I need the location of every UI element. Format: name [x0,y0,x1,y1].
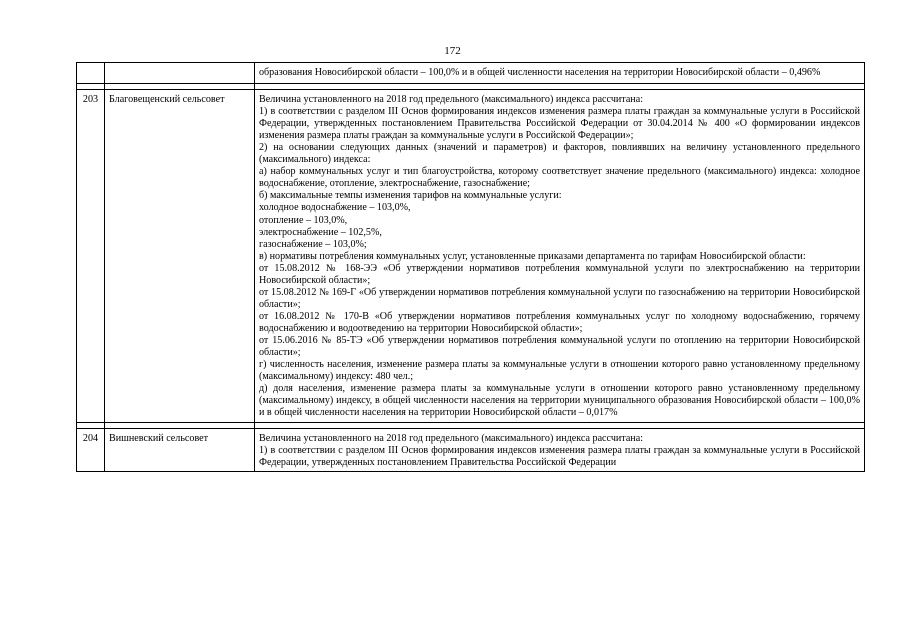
paragraph: 1) в соответствии с разделом III Основ формирования индексов изменения размера платы граждан за коммунальные услуги в Российской Федерации, утвержденных постановлением Правительства Российской Федерации [259,445,860,469]
paragraph: 2) на основании следующих данных (значений и параметров) и факторов, повлиявших на величину установленного предельного (максимального) индекса: [259,142,860,166]
municipality-name [105,63,255,84]
paragraph: электроснабжение – 102,5%, [259,226,382,238]
row-number: 204 [77,429,105,472]
index-description [255,63,865,84]
index-description [255,90,865,423]
table-row [77,90,865,423]
paragraph: б) максимальные темпы изменения тарифов на коммунальные услуги: [259,190,562,202]
row-number [77,63,105,84]
paragraph: холодное водоснабжение – 103,0%, [259,202,411,214]
row-number: 203 [77,90,105,423]
page-number: 172 [444,45,461,57]
table-row [77,429,865,472]
paragraph: от 15.08.2012 № 168-ЭЭ «Об утверждении нормативов потребления коммунальной услуги по электроснабжению на территории Новосибирской области»; [259,262,860,286]
paragraph: д) доля населения, изменение размера платы за коммунальные услуги в отношении которого равно установленному предельному (максимальному) индексу, в общей численности населения на территории муниципального образования Новосибирской области – 100,0% и в общей численности населения на территории Новосибирской области – 0,017% [259,383,860,419]
paragraph: Величина установленного на 2018 год предельного (максимального) индекса рассчитана: [259,433,643,445]
paragraph: газоснабжение – 103,0%; [259,238,367,250]
paragraph: от 15.06.2016 № 85-ТЭ «Об утверждении нормативов потребления коммунальной услуги по отоплению на территории Новосибирской области»; [259,334,860,359]
municipality-name: Вишневский сельсовет [105,429,255,472]
table-row [77,63,865,84]
paragraph: в) нормативы потребления коммунальных услуг, установленные приказами департамента по тарифам Новосибирской области: [259,250,806,262]
municipality-index-table [76,62,865,472]
paragraph: Величина установленного на 2018 год предельного (максимального) индекса рассчитана: [259,94,643,106]
municipality-name: Благовещенский сельсовет [105,90,255,423]
paragraph: а) набор коммунальных услуг и тип благоустройства, которому соответствует значение предельного (максимального) индекса: холодное водоснабжение, отопление, электроснабжение, газоснабжение; [259,166,860,190]
paragraph: отопление – 103,0%, [259,214,348,226]
paragraph: от 16.08.2012 № 170-В «Об утверждении нормативов потребления коммунальных услуг по холодному водоснабжению, горячему водоснабжению и водоотведению на территории Новосибирской области»; [259,310,860,334]
paragraph: г) численность населения, изменение размера платы за коммунальные услуги в отношении которого равно установленному предельному (максимальному) индексу: 480 чел.; [259,359,860,383]
index-description [255,429,865,472]
paragraph: образования Новосибирской области – 100,0% и в общей численности населения на территории Новосибирской области – 0,496% [259,67,821,78]
paragraph: от 15.08.2012 № 169-Г «Об утверждении нормативов потребления коммунальной услуги по газоснабжению на территории Новосибирской области»; [259,286,860,310]
paragraph: 1) в соответствии с разделом III Основ формирования индексов изменения размера платы граждан за коммунальные услуги в Российской Федерации, утвержденных постановлением Правительства Российской Федерации от 30.04.2014 № 400 «О формировании индексов изменения размера платы граждан за коммунальные услуги в Российской Федерации»; [259,106,860,142]
